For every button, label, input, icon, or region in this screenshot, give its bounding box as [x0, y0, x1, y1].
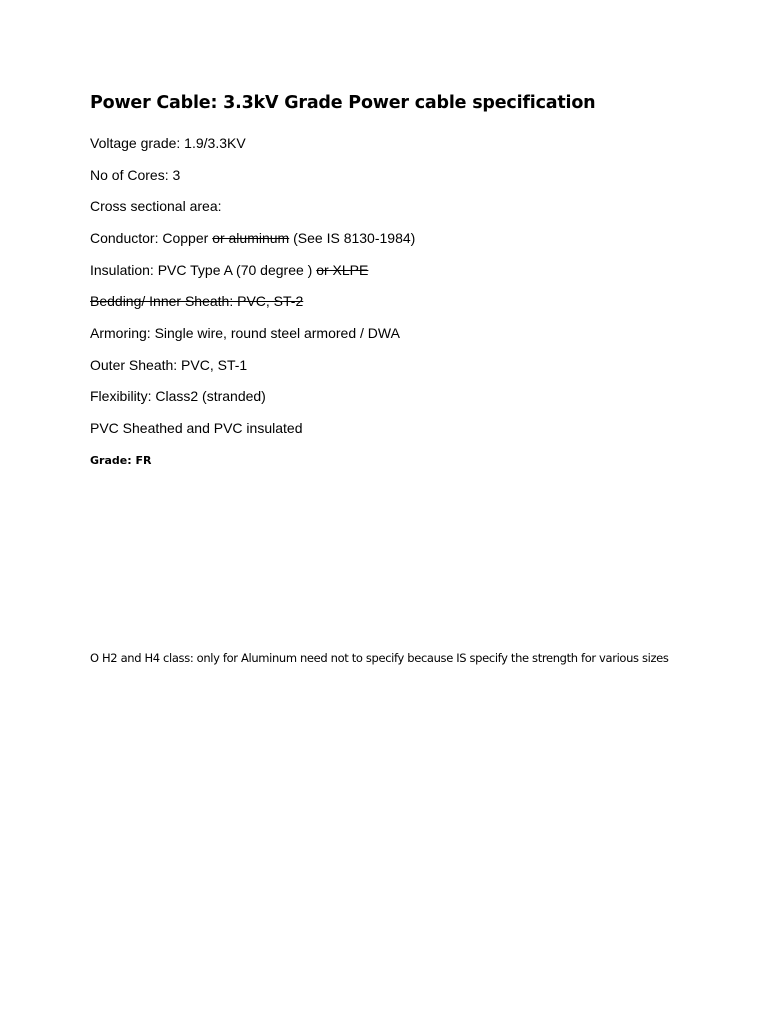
- insulation-prefix: Insulation: PVC Type A (70 degree ): [90, 262, 317, 278]
- conductor-prefix: Conductor: Copper: [90, 230, 213, 246]
- voltage-grade-line: Voltage grade: 1.9/3.3KV: [90, 135, 246, 151]
- outer-sheath-line: Outer Sheath: PVC, ST-1: [90, 357, 248, 373]
- flexibility-line: Flexibility: Class2 (stranded): [90, 388, 266, 404]
- armoring-line: Armoring: Single wire, round steel armored / DWA: [90, 325, 400, 341]
- no-of-cores-line: No of Cores: 3: [90, 167, 181, 183]
- insulation-struck-text: or XLPE: [316, 262, 369, 278]
- pvc-sheathed-line: PVC Sheathed and PVC insulated: [90, 420, 303, 436]
- conductor-suffix: (See IS 8130-1984): [289, 230, 416, 246]
- cross-sectional-area-line: Cross sectional area:: [90, 198, 222, 214]
- conductor-struck-text: or aluminum: [212, 230, 290, 246]
- grade-line: Grade: FR: [90, 454, 152, 467]
- insulation-line: [90, 262, 368, 278]
- footnote: O H2 and H4 class: only for Aluminum need not to specify because IS specify the strength for various sizes: [90, 651, 669, 665]
- bedding-line: Bedding/ Inner Sheath: PVC, ST-2: [90, 293, 304, 309]
- document-title: Power Cable: 3.3kV Grade Power cable specification: [90, 93, 596, 113]
- conductor-line: [90, 230, 415, 246]
